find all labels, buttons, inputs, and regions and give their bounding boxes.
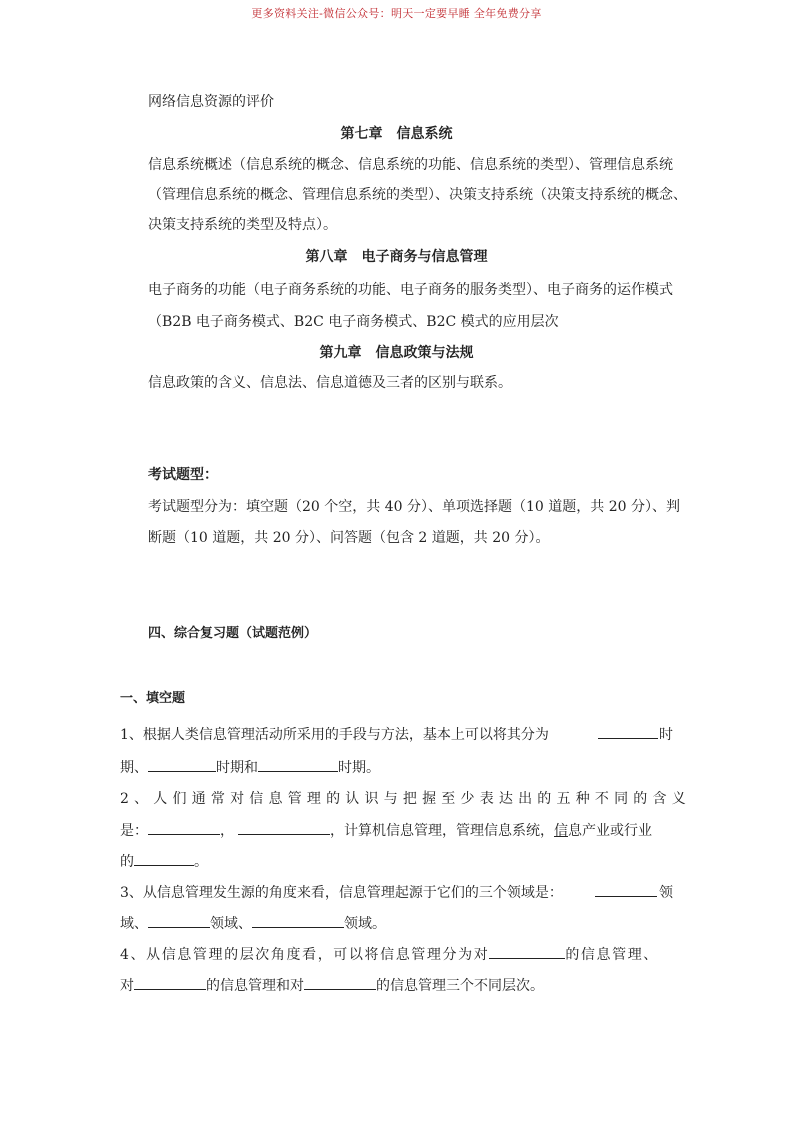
question-1-line-2	[120, 757, 380, 777]
question-4-level-b: 的信息管理和对	[206, 978, 304, 994]
question-1-text: 1、根据人类信息管理活动所采用的手段与方法，基本上可以将其分为	[120, 727, 549, 743]
section-four-heading: 四、综合复习题（试题范例）	[148, 626, 318, 641]
question-4-line2-lead: 对	[120, 978, 134, 994]
intro-line: 网络信息资源的评价	[148, 94, 274, 110]
question-4-line-2	[120, 975, 544, 995]
chapter-9-line-1: 信息政策的含义、信息法、信息道德及三者的区别与联系。	[148, 375, 512, 391]
question-3-domain-a: 域、	[120, 916, 148, 932]
question-1-period-c: 时期。	[338, 760, 380, 776]
question-2-end: 息产业或行业	[568, 823, 652, 839]
question-3-line-1	[120, 882, 563, 902]
question-2-text: 2、人们通常对信息管理的认识与把握至少表达出的五种不同的含义	[120, 791, 691, 807]
question-3-tail: 领	[659, 885, 673, 901]
question-1-line-1	[120, 724, 549, 744]
question-3-line-2	[120, 913, 386, 933]
chapter-7-line-3: 决策支持系统的类型及特点）。	[148, 217, 337, 233]
chapter-9-title: 第九章 信息政策与法规	[319, 345, 474, 361]
question-3-domain-b: 领域、	[210, 916, 252, 932]
exam-title: 考试题型：	[148, 467, 218, 483]
chapter-7-line-2: （管理信息系统的概念、管理信息系统的类型）、决策支持系统（决策支持系统的概念、	[148, 187, 687, 203]
question-3-domain-c: 领域。	[344, 916, 386, 932]
chapter-8-line-1: 电子商务的功能（电子商务系统的功能、电子商务的服务类型）、电子商务的运作模式	[148, 282, 673, 298]
chapter-8-line-2: （B2B 电子商务模式、B2C 电子商务模式、B2C 模式的应用层次	[148, 314, 559, 330]
exam-line-2: 断题（10 道题，共 20 分）、问答题（包含 2 道题，共 20 分）。	[148, 530, 550, 546]
chapter-7-line-1: 信息系统概述（信息系统的概念、信息系统的功能、信息系统的类型）、管理信息系统	[148, 157, 673, 173]
chapter-7-title: 第七章 信息系统	[340, 126, 453, 142]
question-1-tail: 时	[659, 727, 673, 743]
answer-blank-4	[148, 820, 220, 835]
answer-blank-11	[134, 975, 206, 990]
answer-blank-5	[238, 820, 330, 835]
question-2-period: 。	[194, 854, 208, 870]
question-2-line-3	[120, 851, 208, 871]
chapter-8-title: 第八章 电子商务与信息管理	[305, 249, 488, 265]
answer-blank-1	[598, 724, 658, 739]
answer-blank-12	[304, 975, 376, 990]
question-2-line-2	[120, 820, 652, 840]
question-4-level-c: 的信息管理三个不同层次。	[376, 978, 544, 994]
exam-line-1: 考试题型分为：填空题（20 个空，共 40 分）、单项选择题（10 道题，共 20 分）、判	[148, 499, 680, 515]
question-4-line-1	[120, 944, 659, 964]
page-header-banner: 更多资料关注-微信公众号：明天一定要早睡 全年免费分享	[251, 7, 542, 20]
answer-blank-2	[148, 757, 216, 772]
answer-blank-6	[134, 851, 194, 866]
question-1-period-b: 时期和	[216, 760, 258, 776]
answer-blank-9	[252, 913, 344, 928]
question-2-line3-lead: 的	[120, 854, 134, 870]
question-1-period-a: 期、	[120, 760, 148, 776]
question-4-level-a: 的信息管理、	[565, 947, 659, 963]
fill-in-heading: 一、填空题	[120, 691, 186, 706]
question-2-middle: ，计算机信息管理，管理信息系统，	[330, 823, 554, 839]
answer-blank-3	[258, 757, 338, 772]
question-2-comma: ，	[220, 823, 234, 839]
question-2-lead: 是：	[120, 823, 148, 839]
question-2-line-1	[120, 788, 691, 808]
question-4-text: 4、从信息管理的层次角度看，可以将信息管理分为对	[120, 947, 490, 963]
answer-blank-7	[595, 882, 657, 897]
answer-blank-8	[148, 913, 210, 928]
answer-blank-10	[489, 944, 565, 959]
question-3-text: 3、从信息管理发生源的角度来看，信息管理起源于它们的三个领域是：	[120, 885, 563, 901]
question-2-underlined-char: 信	[554, 823, 568, 839]
